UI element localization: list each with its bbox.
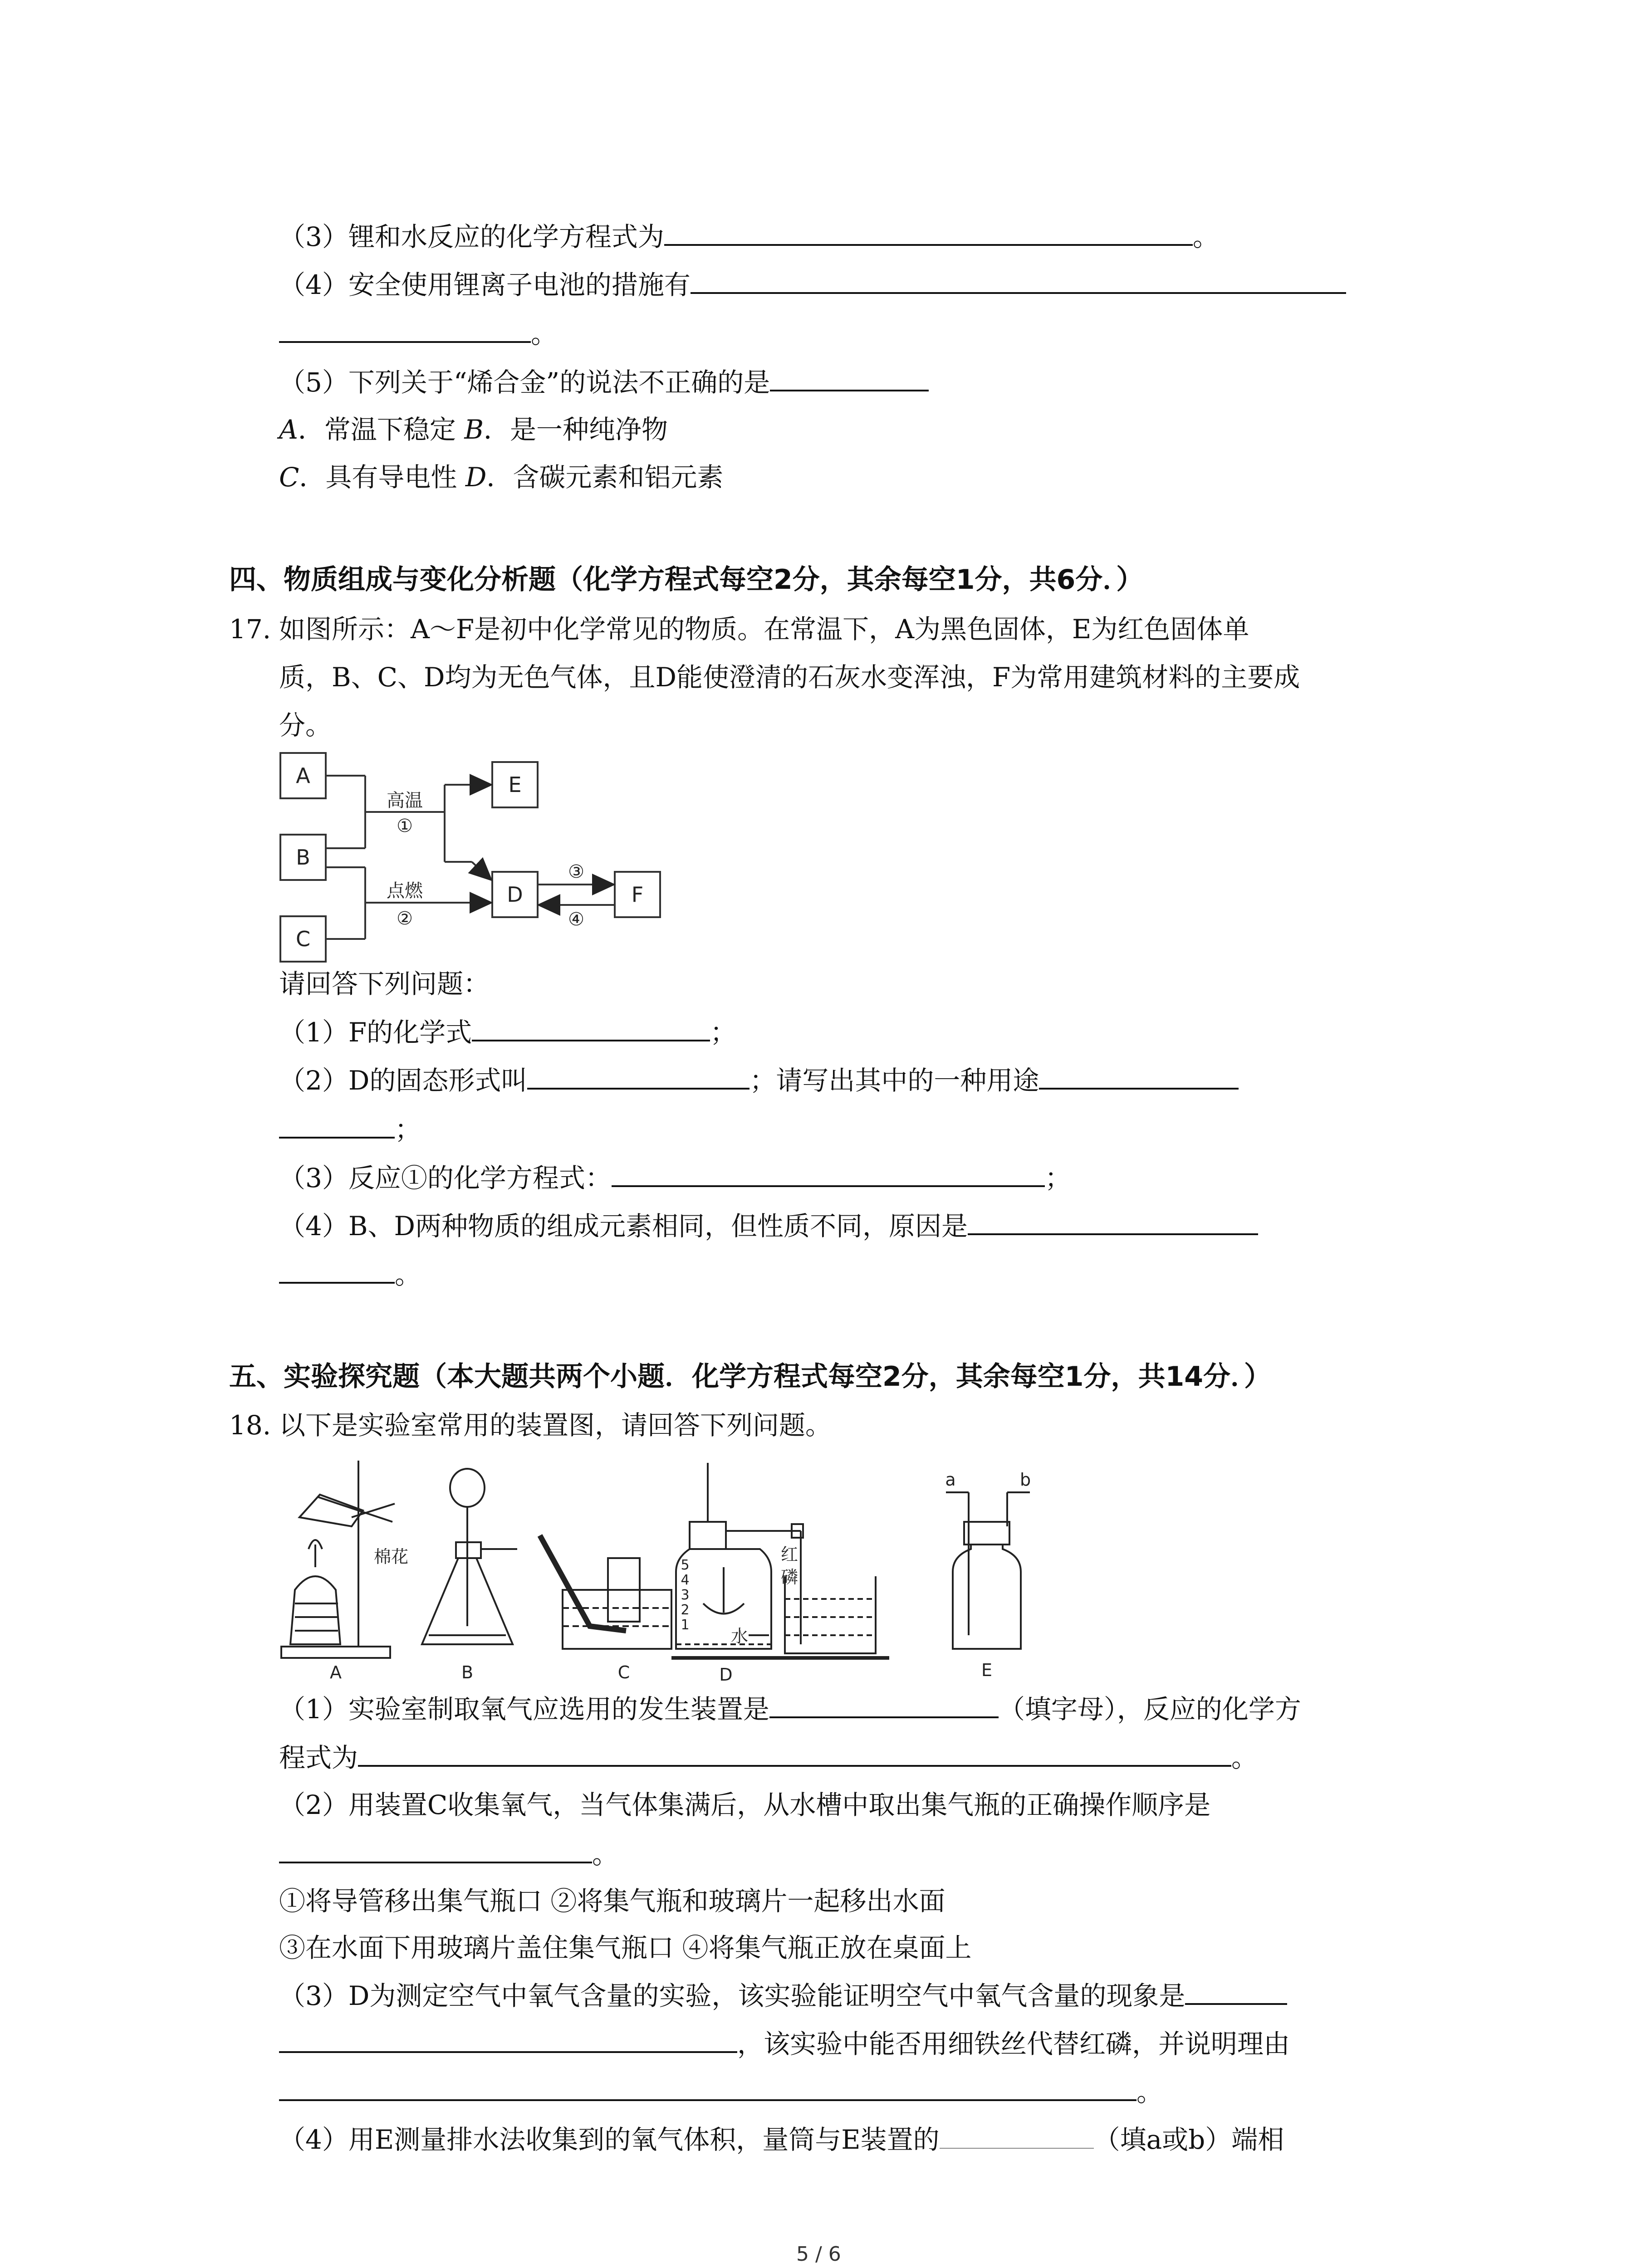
q16-options-cd: C．具有导电性 D．含碳元素和铝元素 xyxy=(279,462,724,493)
answer-blank[interactable] xyxy=(612,1164,1045,1187)
q18-part2: （2）用装置C收集氧气，当气体集满后，从水槽中取出集气瓶的正确操作顺序是 xyxy=(279,1789,1211,1820)
scale-4: 4 xyxy=(681,1572,690,1588)
q18-number: 18. xyxy=(229,1410,271,1441)
q17-relation-diagram xyxy=(272,748,671,966)
q18-steps-line2: ③在水面下用玻璃片盖住集气瓶口 ④将集气瓶正放在桌面上 xyxy=(279,1932,972,1963)
q17-part2-cont: ； xyxy=(279,1116,421,1143)
answer-blank[interactable] xyxy=(279,2078,1136,2101)
q16-part5: （5）下列关于“烯合金”的说法不正确的是 xyxy=(279,369,929,396)
label-phosphorus: 磷 xyxy=(780,1567,798,1587)
q17-stem-line2: 质，B、C、D均为无色气体，且D能使澄清的石灰水变浑浊，F为常用建筑材料的主要成 xyxy=(279,662,1300,693)
q17-part3: （3）反应①的化学方程式： ； xyxy=(279,1163,1071,1193)
label-apparatus-d: D xyxy=(719,1665,733,1681)
answer-blank[interactable] xyxy=(358,1744,1231,1767)
scale-3: 3 xyxy=(681,1587,690,1603)
apparatus-c xyxy=(540,1535,671,1649)
label-e: E xyxy=(508,772,522,797)
label-red: 红 xyxy=(780,1545,798,1564)
q16-options-ab: A．常温下稳定 B．是一种纯净物 xyxy=(279,414,668,445)
q16-part3: （3）锂和水反应的化学方程式为 。 xyxy=(279,221,1219,252)
answer-blank[interactable] xyxy=(769,1696,999,1718)
q17-part2: （2）D的固态形式叫 ；请写出其中的一种用途 xyxy=(279,1067,1239,1094)
answer-blank[interactable] xyxy=(1185,1982,1287,2005)
label-port-b: b xyxy=(1019,1470,1031,1490)
condition-high-temp: 高温 xyxy=(387,790,423,811)
answer-blank[interactable] xyxy=(279,1841,592,1863)
q18-part2-cont: 。 xyxy=(279,1841,618,1867)
reaction-4-label: ④ xyxy=(568,909,584,930)
label-apparatus-a: A xyxy=(330,1662,342,1681)
label-c: C xyxy=(295,927,311,951)
scale-1: 1 xyxy=(681,1617,690,1633)
condition-ignite: 点燃 xyxy=(387,880,423,901)
q17-part4: （4）B、D两种物质的组成元素相同，但性质不同，原因是 xyxy=(279,1212,1258,1239)
label-water: 水 xyxy=(730,1626,749,1646)
answer-blank[interactable] xyxy=(968,1212,1258,1235)
answer-blank[interactable] xyxy=(527,1067,749,1090)
q17-part4-cont: 。 xyxy=(279,1261,421,1288)
answer-blank[interactable] xyxy=(279,1116,395,1139)
page-number: 5 / 6 xyxy=(796,2243,841,2266)
answer-blank[interactable] xyxy=(1039,1067,1239,1090)
scale-5: 5 xyxy=(681,1557,690,1573)
q18-part4: （4）用E测量排水法收集到的氧气体积，量筒与E装置的 （填a或b）端相 xyxy=(279,2124,1284,2155)
section-4-title: 四、物质组成与变化分析题（化学方程式每空2分，其余每空1分，共6分．） xyxy=(229,564,1144,596)
q17-number: 17. xyxy=(229,614,271,645)
q18-steps-line1: ①将导管移出集气瓶口 ②将集气瓶和玻璃片一起移出水面 xyxy=(279,1886,945,1916)
answer-blank[interactable] xyxy=(664,223,1193,246)
apparatus-b xyxy=(422,1469,517,1644)
label-apparatus-b: B xyxy=(461,1662,474,1681)
q17-intro: 请回答下列问题： xyxy=(279,968,490,999)
reaction-3-label: ③ xyxy=(568,861,584,882)
answer-blank[interactable] xyxy=(279,320,531,343)
answer-blank[interactable] xyxy=(940,2127,1094,2149)
label-a: A xyxy=(296,763,310,788)
q17-stem-line3: 分。 xyxy=(279,710,332,741)
apparatus-e xyxy=(946,1492,1030,1649)
label-apparatus-e: E xyxy=(981,1660,993,1680)
q18-apparatus-figure xyxy=(272,1454,1053,1681)
label-apparatus-c: C xyxy=(617,1662,630,1681)
label-port-a: a xyxy=(945,1470,956,1490)
q17-stem-line1: 如图所示：A～F是初中化学常见的物质。在常温下，A为黑色固体，E为红色固体单 xyxy=(279,614,1249,645)
q16-part4: （4）安全使用锂离子电池的措施有 xyxy=(279,271,1346,298)
q18-part3-cont2: 。 xyxy=(279,2078,1163,2105)
answer-blank[interactable] xyxy=(279,1261,395,1284)
reaction-1-label: ① xyxy=(397,816,413,836)
q17-part1: （1）F的化学式 ； xyxy=(279,1017,737,1048)
q18-part1: （1）实验室制取氧气应选用的发生装置是 （填字母），反应的化学方 xyxy=(279,1694,1301,1725)
answer-blank[interactable] xyxy=(279,2030,737,2053)
label-d: D xyxy=(507,882,523,907)
q18-part3-cont: ，该实验中能否用细铁丝代替红磷，并说明理由 xyxy=(279,2030,1290,2057)
answer-blank[interactable] xyxy=(691,271,1346,294)
scale-2: 2 xyxy=(681,1602,690,1618)
reaction-2-label: ② xyxy=(397,908,413,929)
q16-part4-cont: 。 xyxy=(279,320,557,347)
section-5-title: 五、实验探究题（本大题共两个小题．化学方程式每空2分，其余每空1分，共14分．） xyxy=(229,1361,1271,1393)
q18-part3: （3）D为测定空气中氧气含量的实验，该实验能证明空气中氧气含量的现象是 xyxy=(279,1982,1287,2009)
q18-part1-cont: 程式为 。 xyxy=(279,1742,1258,1773)
q18-stem: 以下是实验室常用的装置图，请回答下列问题。 xyxy=(279,1410,832,1441)
answer-blank[interactable] xyxy=(472,1019,710,1041)
label-f: F xyxy=(631,882,644,907)
answer-blank[interactable] xyxy=(770,369,929,391)
label-cotton: 棉花 xyxy=(373,1547,409,1567)
label-b: B xyxy=(296,845,310,870)
